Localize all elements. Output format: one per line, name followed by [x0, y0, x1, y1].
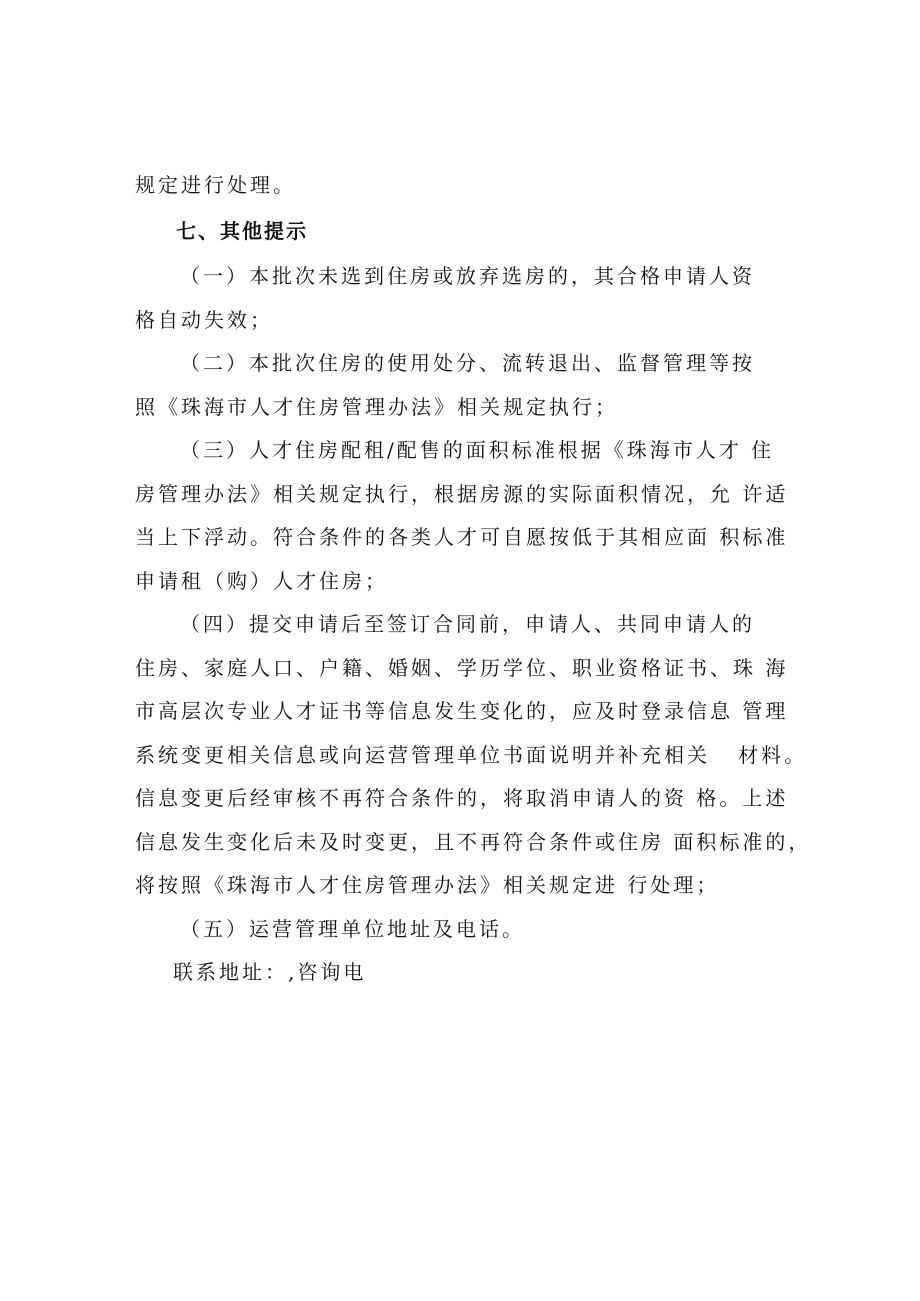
paragraph-2-line-1: （二）本批次住房的使用处分、流转退出、监督管理等按 — [180, 351, 755, 375]
paragraph-4-line-5: 信息变更后经审核不再符合条件的，将取消申请人的资 格。上述 — [135, 786, 789, 810]
paragraph-4-line-6: 信息发生变化后未及时变更，且不再符合条件或住房 面积标准的， — [135, 830, 812, 854]
paragraph-3-line-2: 房管理办法》相关规定执行，根据房源的实际面积情况，允 许适 — [135, 482, 789, 506]
paragraph-4-line-2: 住房、家庭人口、户籍、婚姻、学历学位、职业资格证书、珠 海 — [135, 656, 789, 680]
paragraph-4-line-7: 将按照《珠海市人才住房管理办法》相关规定进 行处理； — [135, 873, 720, 897]
paragraph-4-line-3: 市高层次专业人才证书等信息发生变化的，应及时登录信息 管理 — [135, 699, 789, 723]
paragraph-4-line-1: （四）提交申请后至签订合同前，申请人、共同申请人的 — [180, 612, 755, 636]
paragraph-3-line-4: 申请租（购）人才住房； — [135, 569, 388, 593]
paragraph-4-line-4: 系统变更相关信息或向运营管理单位书面说明并补充相关 材料。 — [135, 743, 808, 767]
paragraph-2-line-2: 照《珠海市人才住房管理办法》相关规定执行； — [135, 395, 618, 419]
paragraph-5-line-1: （五）运营管理单位地址及电话。 — [180, 917, 525, 941]
contact-address-line: 联系地址：,咨询电 — [173, 960, 367, 984]
paragraph-3-line-1: （三）人才住房配租/配售的面积标准根据《珠海市人才 住 — [180, 438, 775, 462]
paragraph-1-line-1: （一）本批次未选到住房或放弃选房的，其合格申请人资 — [180, 264, 755, 288]
text-line-continuation: 规定进行处理。 — [135, 173, 296, 197]
section-heading-other-tips: 七、其他提示 — [176, 219, 308, 243]
paragraph-3-line-3: 当上下浮动。符合条件的各类人才可自愿按低于其相应面 积标准 — [135, 525, 789, 549]
paragraph-1-line-2: 格自动失效； — [135, 308, 273, 332]
